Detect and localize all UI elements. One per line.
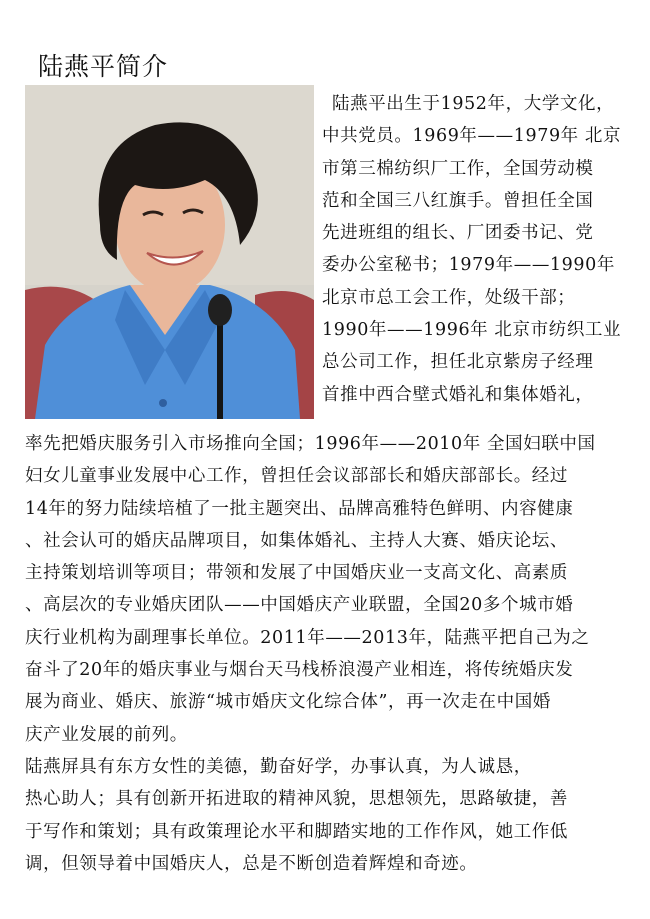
bio-line: 、社会认可的婚庆品牌项目，如集体婚礼、主持人大赛、婚庆论坛、 [25,530,568,551]
bio-line: 庆产业发展的前列。 [25,724,188,745]
microphone-stand [217,320,223,419]
bio-line: 中共党员。1969年——1979年 北京 [322,126,622,147]
bio-line: 奋斗了20年的婚庆事业与烟台天马栈桥浪漫产业相连，将传统婚庆发 [25,660,574,681]
bio-line: 妇女儿童事业发展中心工作，曾担任会议部部长和婚庆部部长。经过 [25,466,568,487]
bio-line: 率先把婚庆服务引入市场推向全国；1996年——2010年 全国妇联中国 [25,434,596,454]
bio-line: 庆行业机构为副理事长单位。2011年——2013年，陆燕平把自己为之 [25,627,590,648]
bio-line: 先进班组的组长、厂团委书记、党 [322,223,594,244]
portrait-illustration [25,85,314,419]
page-title: 陆燕平简介 [38,51,169,81]
bio-line: 总公司工作，担任北京紫房子经理 [322,352,594,373]
bio-line: 展为商业、婚庆、旅游“城市婚庆文化综合体”，再一次走在中国婚 [25,692,551,713]
bio-line: 范和全国三八红旗手。曾担任全国 [322,190,594,211]
bio-line: 主持策划培训等项目；带领和发展了中国婚庆业一支高文化、高素质 [25,563,568,584]
bio-full-width [25,428,630,880]
bio-side-column [322,88,634,411]
jacket-button [159,399,167,407]
bio-line: 14年的努力陆续培植了一批主题突出、品牌高雅特色鲜明、内容健康 [25,498,574,519]
bio-line: 陆燕平出生于1952年，大学文化， [332,94,615,114]
bio-line: 1990年——1996年 北京市纺织工业 [322,320,622,341]
bio-line: 于写作和策划；具有政策理论水平和脚踏实地的工作作风，她工作低 [25,821,568,842]
bio-line: 首推中西合壁式婚礼和集体婚礼， [322,384,594,405]
bio-line: 市第三棉纺织厂工作，全国劳动模 [322,158,594,179]
bio-line: 调，但领导着中国婚庆人，总是不断创造着辉煌和奇迹。 [25,853,478,874]
bio-line: 热心助人；具有创新开拓进取的精神风貌，思想领先，思路敏捷，善 [25,789,568,810]
bio-line: 陆燕屏具有东方女性的美德，勤奋好学，办事认真，为人诚恳， [25,756,532,777]
microphone-icon [208,294,232,326]
bio-line: 委办公室秘书；1979年——1990年 [322,255,615,276]
bio-line: 北京市总工会工作，处级干部； [322,287,576,308]
portrait-photo [25,85,314,419]
bio-line: 、高层次的专业婚庆团队——中国婚庆产业联盟，全国20多个城市婚 [25,595,574,616]
